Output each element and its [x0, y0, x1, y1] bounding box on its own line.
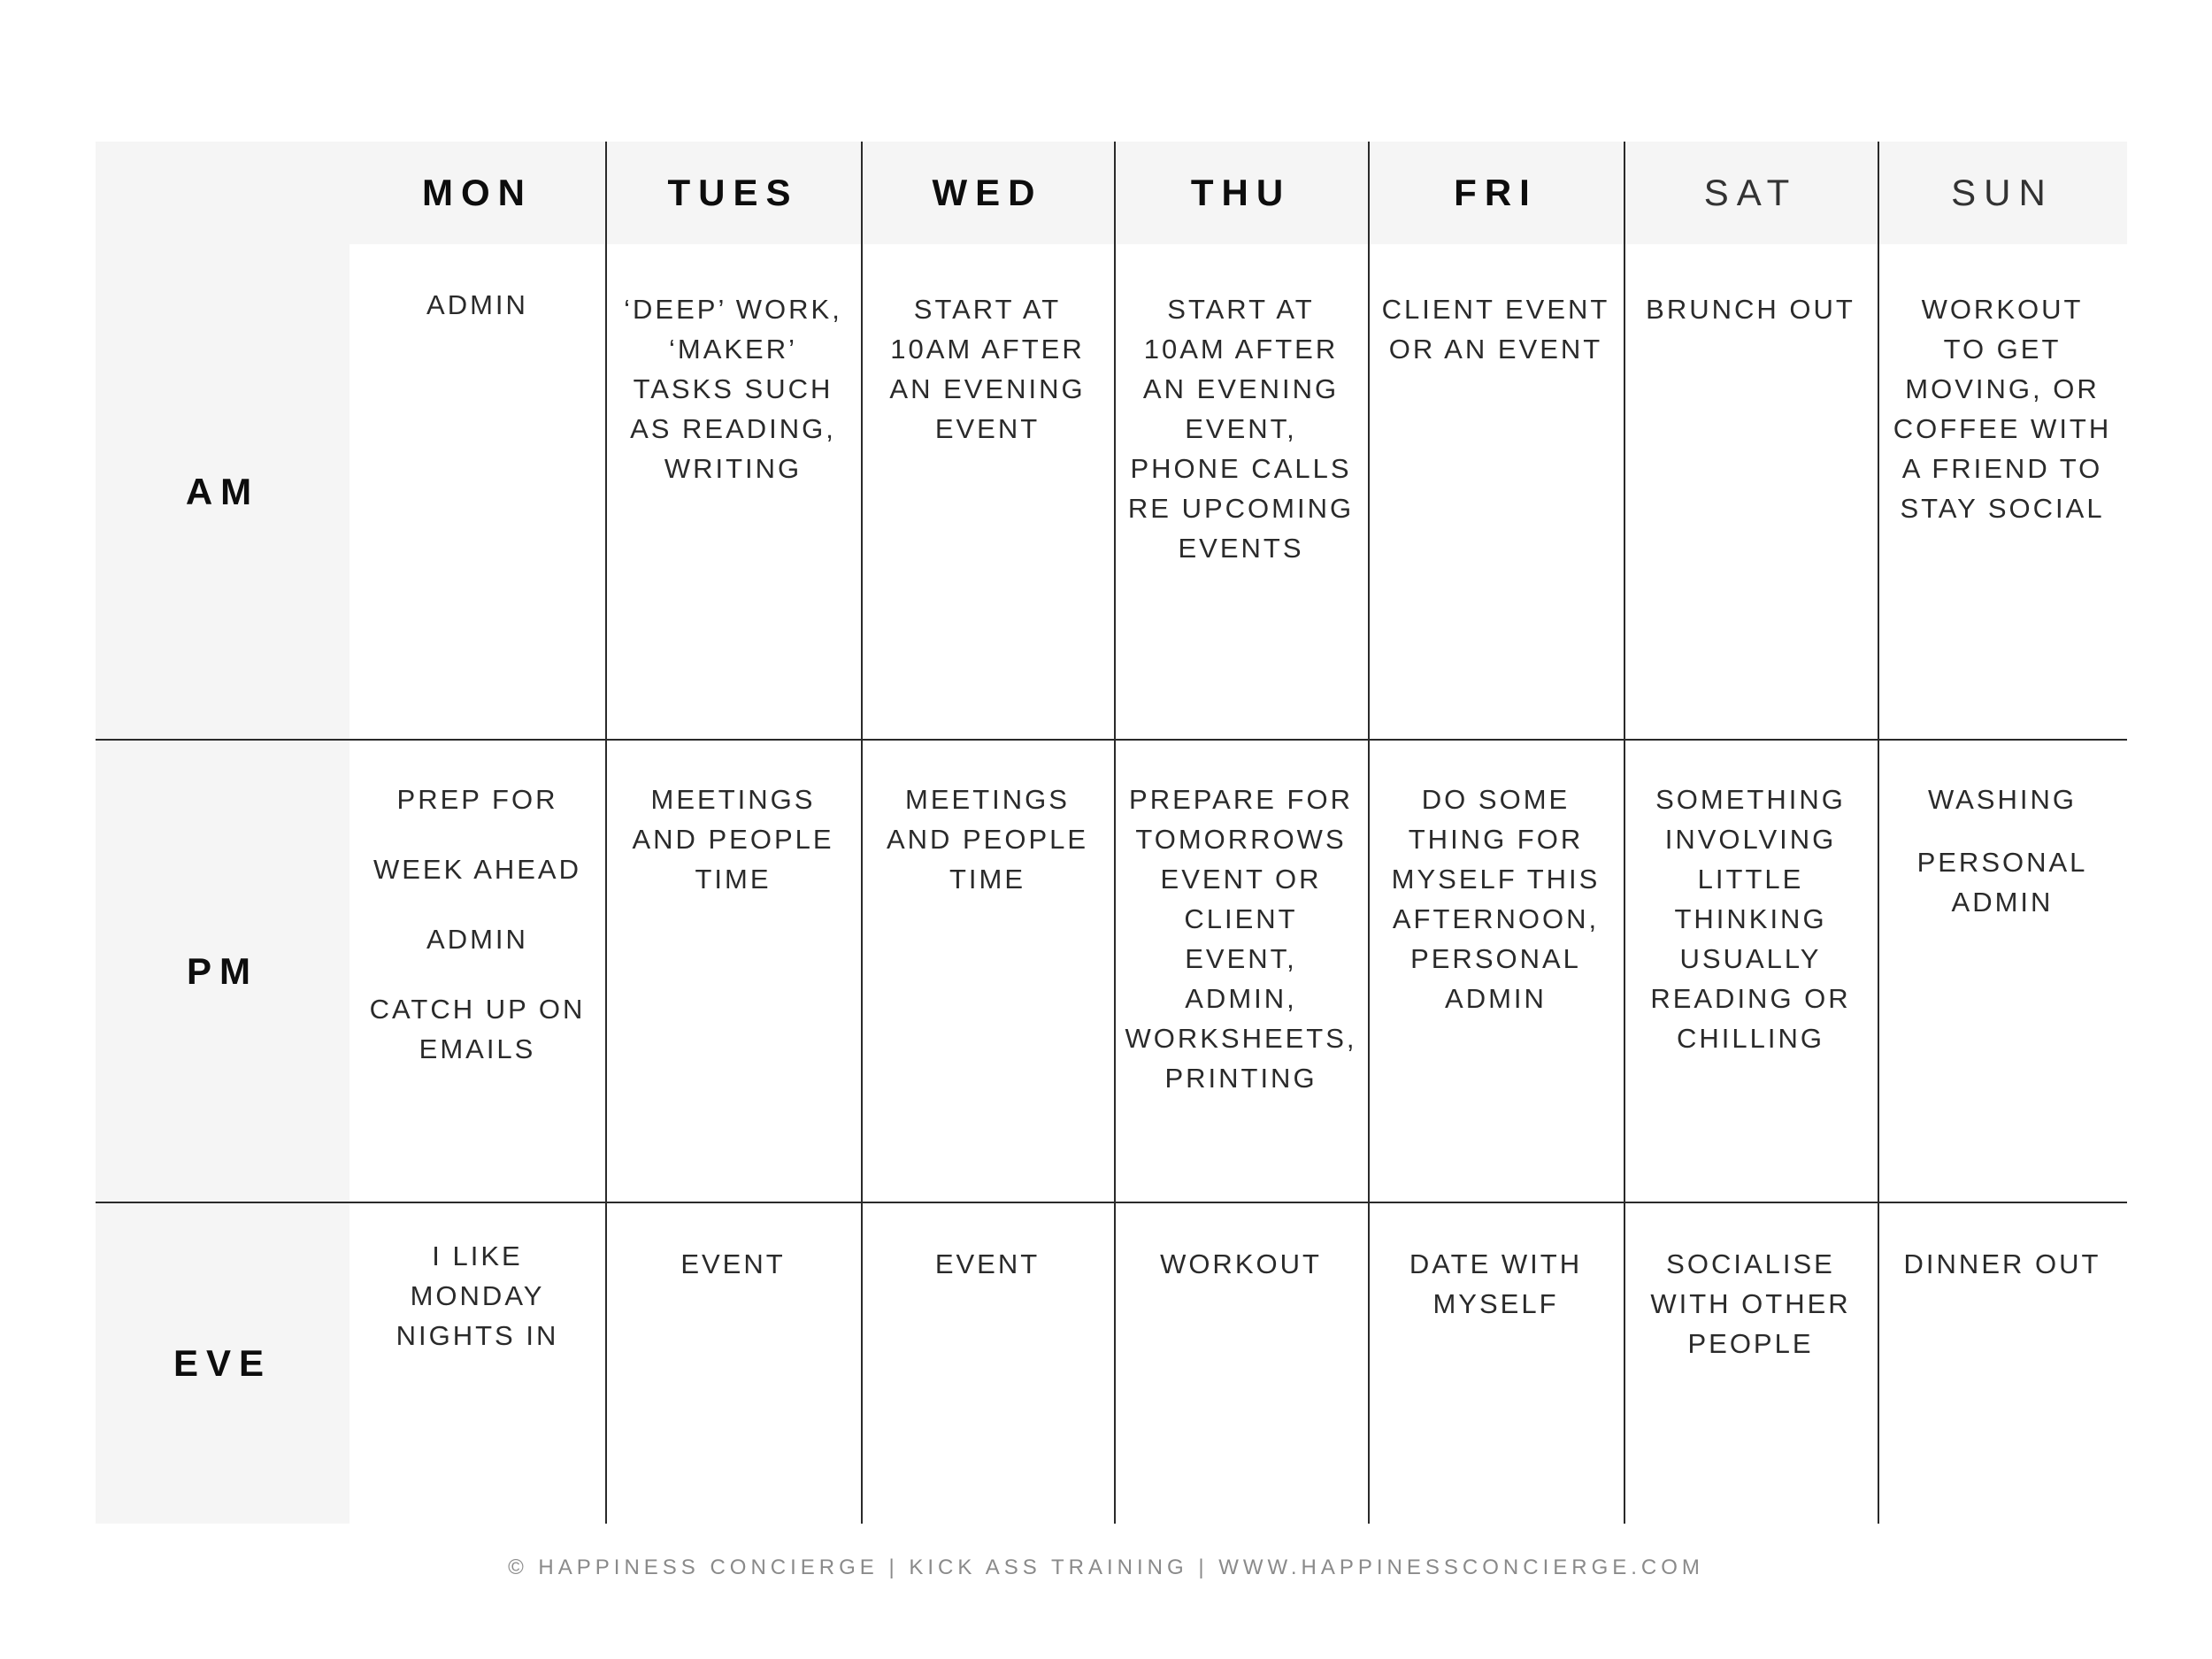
- cell-line: DATE WITH: [1409, 1248, 1583, 1279]
- cell-pm-tues: [605, 780, 861, 899]
- cell-line: PHONE CALLS: [1130, 453, 1352, 484]
- cell-line: WRITING: [664, 453, 803, 484]
- cell-line: PREP FOR: [396, 784, 558, 815]
- cell-line: MEETINGS: [905, 784, 1070, 815]
- cell-pm-mon: [349, 780, 605, 1069]
- cell-line: TIME: [949, 864, 1026, 895]
- cell-line: START AT: [913, 294, 1062, 325]
- cell-line: WORKSHEETS,: [1125, 1023, 1357, 1054]
- cell-line: CLIENT: [1184, 903, 1298, 934]
- day-header-fri: FRI: [1454, 172, 1538, 213]
- column-divider: [1878, 142, 1879, 1524]
- cell-line: PRINTING: [1164, 1063, 1317, 1094]
- cell-pm-sat: [1624, 780, 1878, 1058]
- column-divider: [1368, 142, 1370, 1524]
- cell-eve-mon: [349, 1236, 605, 1356]
- cell-line: EMAILS: [419, 1033, 536, 1064]
- column-divider: [861, 142, 863, 1524]
- cell-line: 10AM AFTER: [1143, 334, 1339, 365]
- day-header-tues: TUES: [667, 172, 799, 213]
- cell-pm-fri: [1368, 780, 1624, 1018]
- cell-eve-sun: [1878, 1244, 2127, 1284]
- cell-line: TO GET: [1943, 334, 2062, 365]
- cell-line: DINNER OUT: [1903, 1248, 2101, 1279]
- cell-line: WASHING: [1928, 784, 2077, 815]
- row-divider: [96, 1202, 2127, 1203]
- cell-line: 10AM AFTER: [890, 334, 1085, 365]
- cell-line: ‘DEEP’ WORK,: [624, 294, 842, 325]
- cell-line: MEETINGS: [650, 784, 816, 815]
- cell-line: AND PEOPLE: [886, 824, 1089, 855]
- column-divider: [605, 142, 607, 1524]
- cell-am-tues: [605, 289, 861, 488]
- cell-am-fri: [1368, 289, 1624, 369]
- cell-pm-wed: [861, 780, 1114, 899]
- cell-line: ‘MAKER’: [668, 334, 797, 365]
- cell-line: CATCH UP ON: [369, 994, 586, 1025]
- cell-am-wed: [861, 289, 1114, 449]
- cell-am-sat: [1624, 289, 1878, 329]
- cell-eve-fri: [1368, 1244, 1624, 1324]
- period-label-am: AM: [185, 471, 260, 512]
- cell-line: RE UPCOMING: [1127, 493, 1355, 524]
- cell-line: MYSELF: [1432, 1288, 1559, 1319]
- cell-line: DO SOME: [1421, 784, 1571, 815]
- cell-line: EVENT,: [1185, 943, 1297, 974]
- cell-line: MOVING, OR: [1905, 373, 2100, 404]
- cell-line: READING OR: [1650, 983, 1851, 1014]
- weekly-schedule-table: [96, 142, 2127, 1524]
- cell-line: AND PEOPLE: [632, 824, 834, 855]
- cell-line: ADMIN: [426, 924, 528, 955]
- cell-line: MONDAY: [410, 1280, 545, 1311]
- cell-line: NIGHTS IN: [396, 1320, 559, 1351]
- cell-pm-sun: [1878, 780, 2127, 922]
- cell-line: ADMIN,: [1185, 983, 1297, 1014]
- cell-line: ADMIN: [1445, 983, 1547, 1014]
- cell-line: INVOLVING: [1664, 824, 1837, 855]
- cell-line: AS READING,: [630, 413, 836, 444]
- cell-eve-wed: [861, 1244, 1114, 1284]
- cell-pm-thu: [1114, 780, 1368, 1098]
- cell-line: A FRIEND TO: [1901, 453, 2103, 484]
- cell-eve-thu: [1114, 1244, 1368, 1284]
- period-label-pm: PM: [187, 949, 258, 992]
- cell-line: PERSONAL: [1410, 943, 1581, 974]
- cell-line: EVENT: [934, 413, 1041, 444]
- footer-credit: © HAPPINESS CONCIERGE | KICK ASS TRAINING | WWW.HAPPINESSCONCIERGE.COM: [508, 1555, 1704, 1579]
- cell-am-thu: [1114, 289, 1368, 568]
- cell-line: COFFEE WITH: [1893, 413, 2112, 444]
- cell-line: I LIKE: [432, 1240, 523, 1271]
- cell-line: THING FOR: [1408, 824, 1584, 855]
- cell-line: TIME: [695, 864, 772, 895]
- cell-line: SOMETHING: [1655, 784, 1846, 815]
- cell-line: WORKOUT: [1921, 294, 2084, 325]
- cell-line: START AT: [1167, 294, 1315, 325]
- cell-line: AFTERNOON,: [1392, 903, 1600, 934]
- cell-line: WEEK AHEAD: [373, 854, 581, 885]
- cell-line: TOMORROWS: [1135, 824, 1347, 855]
- period-label-eve: EVE: [173, 1341, 273, 1384]
- cell-am-sun: [1878, 289, 2127, 528]
- cell-line: THINKING: [1674, 903, 1827, 934]
- cell-line: BRUNCH OUT: [1646, 294, 1855, 325]
- cell-line: CHILLING: [1677, 1023, 1824, 1054]
- day-header-sat: SAT: [1703, 172, 1798, 213]
- cell-line: SOCIALISE: [1666, 1248, 1835, 1279]
- cell-line: PEOPLE: [1687, 1328, 1814, 1359]
- cell-line: PERSONAL: [1916, 847, 2088, 878]
- cell-line: EVENT,: [1185, 413, 1297, 444]
- cell-line: CLIENT EVENT: [1381, 294, 1610, 325]
- cell-line: WORKOUT: [1160, 1248, 1322, 1279]
- cell-line: EVENTS: [1178, 533, 1304, 564]
- cell-line: EVENT: [680, 1248, 786, 1279]
- cell-line: USUALLY: [1679, 943, 1822, 974]
- cell-line: AN EVENING: [889, 373, 1086, 404]
- cell-line: TASKS SUCH: [633, 373, 833, 404]
- cell-line: ADMIN: [426, 289, 528, 320]
- row-divider: [96, 739, 2127, 741]
- cell-eve-tues: [605, 1244, 861, 1284]
- cell-line: LITTLE: [1697, 864, 1804, 895]
- day-header-wed: WED: [932, 172, 1043, 213]
- day-header-sun: SUN: [1951, 172, 2054, 213]
- cell-line: PREPARE FOR: [1129, 784, 1353, 815]
- day-header-thu: THU: [1190, 172, 1292, 213]
- column-divider: [1114, 142, 1116, 1524]
- cell-line: MYSELF THIS: [1391, 864, 1601, 895]
- cell-line: EVENT OR: [1160, 864, 1322, 895]
- cell-line: EVENT: [934, 1248, 1041, 1279]
- day-header-mon: MON: [422, 172, 533, 213]
- cell-line: AN EVENING: [1142, 373, 1340, 404]
- cell-line: OR AN EVENT: [1388, 334, 1603, 365]
- cell-eve-sat: [1624, 1244, 1878, 1363]
- cell-am-mon: [349, 285, 605, 325]
- cell-line: WITH OTHER: [1650, 1288, 1851, 1319]
- cell-line: ADMIN: [1951, 887, 2054, 918]
- column-divider: [1624, 142, 1625, 1524]
- cell-line: STAY SOCIAL: [1900, 493, 2105, 524]
